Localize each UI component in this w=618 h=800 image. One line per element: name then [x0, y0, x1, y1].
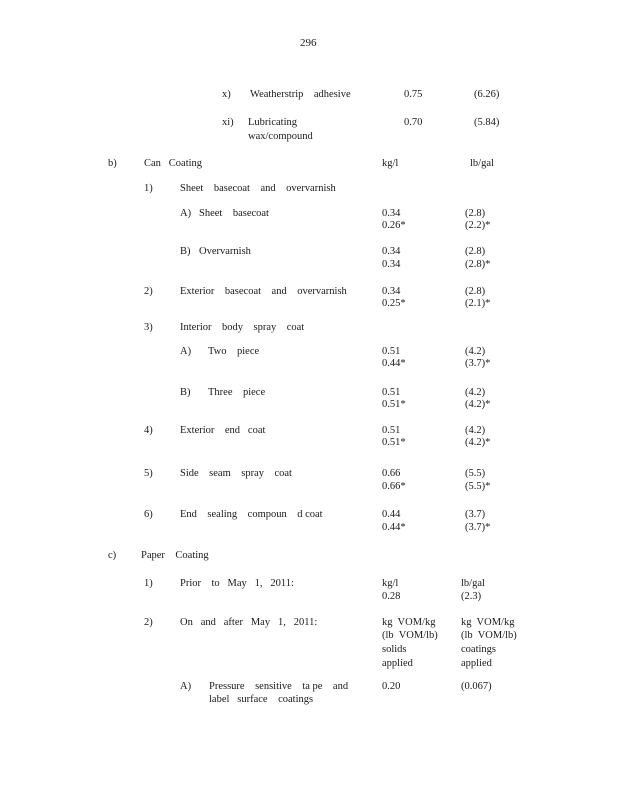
end-coat-marker: 4) [144, 425, 153, 436]
can-coating-title: Can Coating [144, 158, 203, 169]
interior-b-kgl: 0.51 [382, 387, 401, 398]
side-seam-lbgal-2: (5.5)* [465, 481, 491, 492]
item-x-lbgal: (6.26) [474, 89, 500, 100]
interior-a-lbgal: (4.2) [465, 346, 486, 357]
sheet-label: Sheet basecoat and overvarnish [180, 183, 336, 194]
exterior-label: Exterior basecoat and overvarnish [180, 286, 347, 297]
after-unit-coatings-line4: applied [461, 658, 492, 669]
prior-lbgal: (2.3) [461, 591, 482, 602]
interior-a-marker: A) [180, 346, 192, 357]
end-sealing-kgl: 0.44 [382, 509, 401, 520]
interior-b-marker: B) [180, 387, 191, 398]
end-sealing-lbgal-2: (3.7)* [465, 522, 491, 533]
exterior-kgl-2: 0.25* [382, 298, 406, 309]
prior-unit-lbgal: lb/gal [461, 578, 485, 589]
pressure-kgl: 0.20 [382, 681, 401, 692]
after-unit-solids-line2: (lb VOM/lb) [382, 630, 438, 641]
end-coat-lbgal-2: (4.2)* [465, 437, 491, 448]
pressure-label-line2: label surface coatings [209, 694, 314, 705]
prior-marker: 1) [144, 578, 153, 589]
sheet-b-label: Overvarnish [199, 246, 251, 257]
sheet-a-kgl: 0.34 [382, 208, 401, 219]
end-sealing-marker: 6) [144, 509, 153, 520]
sheet-a-lbgal-2: (2.2)* [465, 220, 491, 231]
item-xi-kgl: 0.70 [404, 117, 423, 128]
end-sealing-kgl-2: 0.44* [382, 522, 406, 533]
sheet-b-marker: B) [180, 246, 191, 257]
interior-a-label: Two piece [208, 346, 260, 357]
item-x-marker: x) [222, 89, 231, 100]
interior-b-label: Three piece [208, 387, 266, 398]
prior-label: Prior to May 1, 2011: [180, 578, 294, 589]
interior-b-kgl-2: 0.51* [382, 399, 406, 410]
end-coat-kgl-2: 0.51* [382, 437, 406, 448]
after-label: On and after May 1, 2011: [180, 617, 318, 628]
can-col-lbgal: lb/gal [470, 158, 494, 169]
after-unit-coatings-line3: coatings [461, 644, 496, 655]
end-sealing-lbgal: (3.7) [465, 509, 486, 520]
sheet-b-lbgal: (2.8) [465, 246, 486, 257]
side-seam-kgl-2: 0.66* [382, 481, 406, 492]
sheet-b-lbgal-2: (2.8)* [465, 259, 491, 270]
sheet-a-marker: A) [180, 208, 192, 219]
exterior-kgl: 0.34 [382, 286, 401, 297]
sheet-a-kgl-2: 0.26* [382, 220, 406, 231]
item-xi-lbgal: (5.84) [474, 117, 500, 128]
exterior-marker: 2) [144, 286, 153, 297]
interior-label: Interior body spray coat [180, 322, 305, 333]
paper-coating-marker: c) [108, 550, 117, 561]
side-seam-lbgal: (5.5) [465, 468, 486, 479]
end-sealing-label: End sealing compoun d coat [180, 509, 323, 520]
after-unit-coatings-line1: kg VOM/kg [461, 617, 515, 628]
exterior-lbgal: (2.8) [465, 286, 486, 297]
after-unit-solids-line1: kg VOM/kg [382, 617, 436, 628]
exterior-lbgal-2: (2.1)* [465, 298, 491, 309]
sheet-a-lbgal: (2.8) [465, 208, 486, 219]
end-coat-lbgal: (4.2) [465, 425, 486, 436]
interior-a-kgl-2: 0.44* [382, 358, 406, 369]
prior-unit-kgl: kg/l [382, 578, 399, 589]
after-unit-solids-line3: solids [382, 644, 407, 655]
can-col-kgl: kg/l [382, 158, 399, 169]
interior-b-lbgal: (4.2) [465, 387, 486, 398]
item-x-kgl: 0.75 [404, 89, 423, 100]
side-seam-marker: 5) [144, 468, 153, 479]
interior-a-lbgal-2: (3.7)* [465, 358, 491, 369]
pressure-label: Pressure sensitive ta pe and [209, 681, 349, 692]
paper-coating-title: Paper Coating [141, 550, 209, 561]
pressure-lbgal: (0.067) [461, 681, 492, 692]
interior-b-lbgal-2: (4.2)* [465, 399, 491, 410]
prior-kgl: 0.28 [382, 591, 401, 602]
end-coat-label: Exterior end coat [180, 425, 266, 436]
side-seam-kgl: 0.66 [382, 468, 401, 479]
item-xi-label: Lubricating [248, 117, 297, 128]
sheet-b-kgl-2: 0.34 [382, 259, 401, 270]
after-unit-coatings-line2: (lb VOM/lb) [461, 630, 517, 641]
item-xi-marker: xi) [222, 117, 234, 128]
after-unit-solids-line4: applied [382, 658, 413, 669]
sheet-b-kgl: 0.34 [382, 246, 401, 257]
side-seam-label: Side seam spray coat [180, 468, 292, 479]
interior-a-kgl: 0.51 [382, 346, 401, 357]
sheet-a-label: Sheet basecoat [199, 208, 269, 219]
item-xi-label-line2: wax/compound [248, 131, 313, 142]
after-marker: 2) [144, 617, 153, 628]
sheet-marker: 1) [144, 183, 153, 194]
end-coat-kgl: 0.51 [382, 425, 401, 436]
interior-marker: 3) [144, 322, 153, 333]
page-number: 296 [300, 37, 317, 49]
can-coating-marker: b) [108, 158, 117, 169]
pressure-marker: A) [180, 681, 192, 692]
item-x-label: Weatherstrip adhesive [250, 89, 351, 100]
